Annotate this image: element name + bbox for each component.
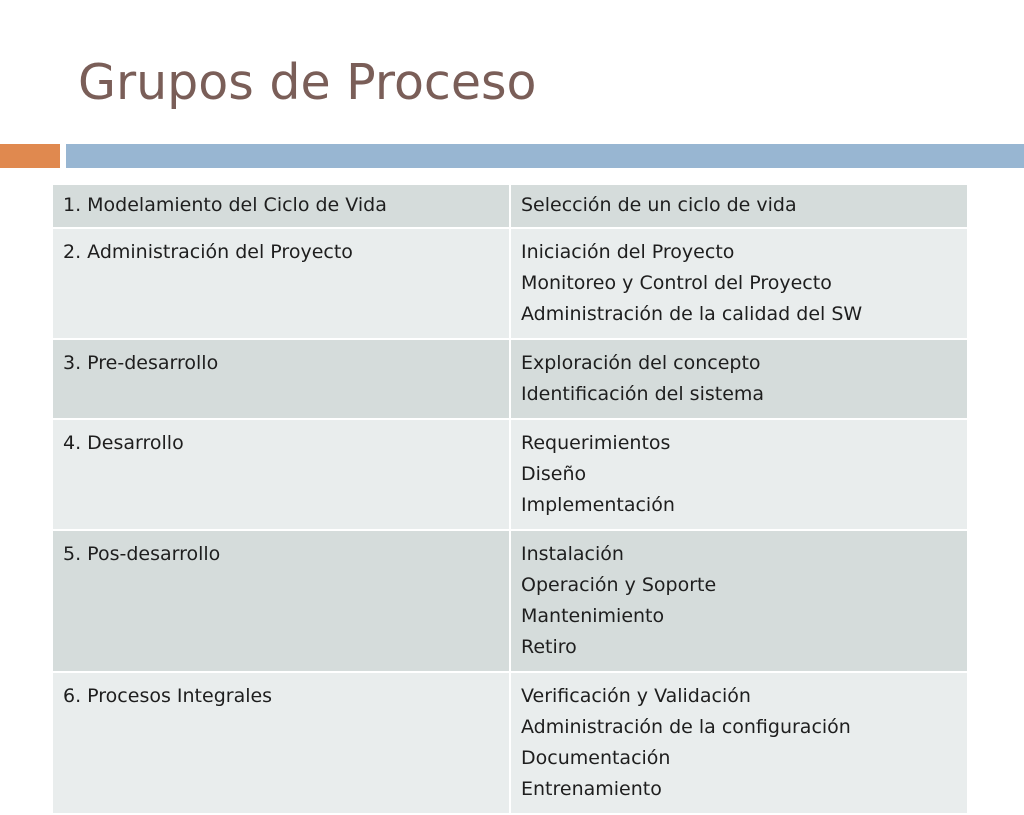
table-row <box>53 672 967 814</box>
process-item: Documentación <box>521 747 671 769</box>
group-label: 5. Pos-desarrollo <box>63 543 221 565</box>
process-item: Retiro <box>521 636 577 658</box>
process-item: Requerimientos <box>521 432 671 454</box>
processes-cell <box>510 228 967 339</box>
group-label: 6. Procesos Integrales <box>63 685 273 707</box>
group-cell <box>53 530 510 672</box>
processes-cell <box>510 530 967 672</box>
slide-title: Grupos de Proceso <box>78 54 537 111</box>
table-row <box>53 419 967 530</box>
process-item: Monitoreo y Control del Proyecto <box>521 272 832 294</box>
process-item: Diseño <box>521 463 587 485</box>
group-cell <box>53 339 510 419</box>
process-item: Mantenimiento <box>521 605 665 627</box>
table-row <box>53 530 967 672</box>
process-item: Implementación <box>521 494 675 516</box>
table-row <box>53 339 967 419</box>
processes-cell <box>510 185 967 228</box>
process-item: Exploración del concepto <box>521 352 761 374</box>
group-cell <box>53 672 510 814</box>
group-label: 2. Administración del Proyecto <box>63 241 353 263</box>
process-groups-table <box>53 185 967 815</box>
process-item: Administración de la configuración <box>521 716 851 738</box>
group-cell <box>53 185 510 228</box>
process-item: Verificación y Validación <box>521 685 751 707</box>
group-label: 1. Modelamiento del Ciclo de Vida <box>63 194 387 216</box>
process-item: Administración de la calidad del SW <box>521 303 863 325</box>
process-item: Instalación <box>521 543 624 565</box>
process-item: Iniciación del Proyecto <box>521 241 735 263</box>
processes-cell <box>510 672 967 814</box>
process-item: Identificación del sistema <box>521 383 765 405</box>
process-item: Operación y Soporte <box>521 574 717 596</box>
accent-bar-orange <box>0 144 60 168</box>
group-label: 4. Desarrollo <box>63 432 184 454</box>
process-item: Selección de un ciclo de vida <box>521 194 797 216</box>
table-row <box>53 185 967 228</box>
group-cell <box>53 228 510 339</box>
table-row <box>53 228 967 339</box>
group-cell <box>53 419 510 530</box>
processes-cell <box>510 339 967 419</box>
process-item: Entrenamiento <box>521 778 662 800</box>
processes-cell <box>510 419 967 530</box>
accent-bar-blue <box>66 144 1024 168</box>
group-label: 3. Pre-desarrollo <box>63 352 219 374</box>
